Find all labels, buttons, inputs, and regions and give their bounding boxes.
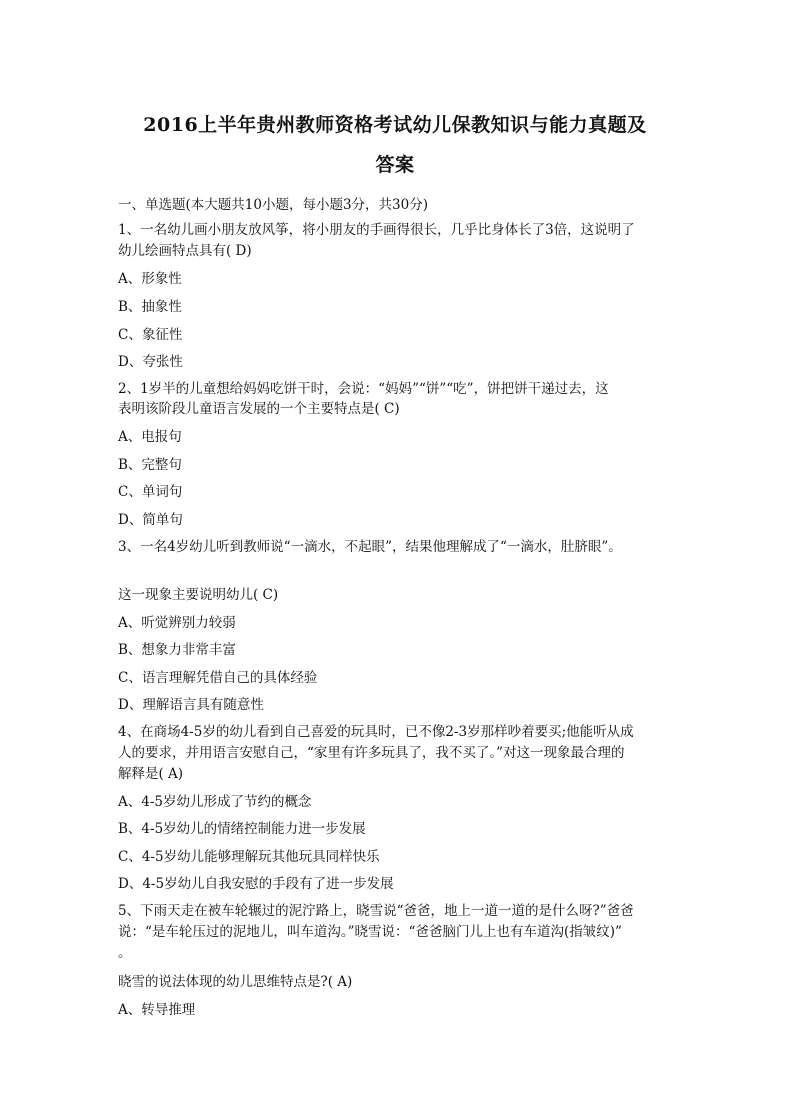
q4-stem-line-3: 解释是( A) [118,766,184,782]
q3-stem-line-1: 3、一名4岁幼儿听到教师说“一滴水，不起眼”，结果他理解成了“一滴水，肚脐眼”。 [118,539,622,555]
q1-option-a: A、形象性 [118,271,182,287]
q4-stem-line-1: 4、在商场4-5岁的幼儿看到自己喜爱的玩具时，已不像2-3岁那样吵着要买;他能听从成 [118,724,634,740]
q1-option-b: B、抽象性 [118,299,182,315]
q3-stem-line-2: 这一现象主要说明幼儿( C) [118,587,279,603]
q1-stem-line-2: 幼儿绘画特点具有( D) [118,243,252,259]
q2-stem-line-2: 表明该阶段儿童语言发展的一个主要特点是( C) [118,401,400,417]
q3-option-c: C、语言理解凭借自己的具体经验 [118,670,318,686]
q4-option-c: C、4-5岁幼儿能够理解玩其他玩具同样快乐 [118,849,380,865]
q3-option-d: D、理解语言具有随意性 [118,697,264,713]
q2-option-a: A、电报句 [118,429,182,445]
q5-stem-line-2: 说：“是车轮压过的泥地儿，叫车道沟。”晓雪说：“爸爸脑门儿上也有车道沟(指皱纹)” [118,924,622,940]
q2-option-b: B、完整句 [118,457,182,473]
q4-option-a: A、4-5岁幼儿形成了节约的概念 [118,794,312,810]
q2-option-c: C、单词句 [118,484,183,500]
q2-stem-line-1: 2、1岁半的儿童想给妈妈吃饼干时，会说：“妈妈”“饼”“吃”，饼把饼干递过去，这 [118,381,609,397]
q4-option-b: B、4-5岁幼儿的情绪控制能力进一步发展 [118,821,366,837]
q5-stem-line-3: 。 [118,945,132,961]
q4-stem-line-2: 人的要求，并用语言安慰自己，“家里有许多玩具了，我不买了。”对这一现象最合理的 [118,745,625,761]
q5-stem-line-4: 晓雪的说法体现的幼儿思维特点是?( A) [118,974,353,990]
q4-option-d: D、4-5岁幼儿自我安慰的手段有了进一步发展 [118,876,394,892]
q2-option-d: D、简单句 [118,512,183,528]
q5-stem-line-1: 5、下雨天走在被车轮辗过的泥泞路上，晓雪说“爸爸，地上一道一道的是什么呀?”爸爸 [118,903,634,919]
section-heading: 一、单选题(本大题共10小题，每小题3分，共30分) [118,197,428,213]
q1-option-d: D、夸张性 [118,354,183,370]
q3-option-a: A、听觉辨别力较弱 [118,615,236,631]
q1-option-c: C、象征性 [118,327,183,343]
q5-option-a: A、转导推理 [118,1002,196,1018]
q1-stem-line-1: 1、一名幼儿画小朋友放风筝，将小朋友的手画得很长，几乎比身体长了3倍，这说明了 [118,222,635,238]
q3-option-b: B、想象力非常丰富 [118,642,236,658]
document-title-line-2: 答案 [375,154,415,176]
document-title-line-1: 2016上半年贵州教师资格考试幼儿保教知识与能力真题及 [143,114,647,136]
